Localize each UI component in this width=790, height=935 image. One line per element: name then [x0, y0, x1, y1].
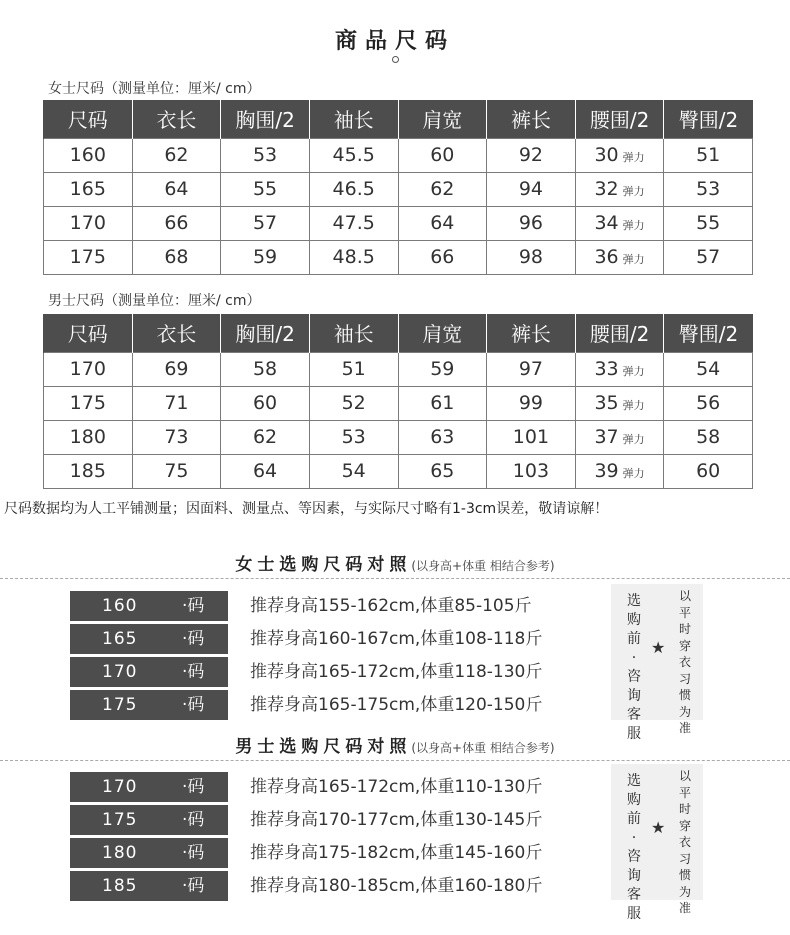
size-suffix: ·码 — [182, 629, 205, 649]
table-cell — [309, 420, 398, 454]
size-recommendation-row — [70, 838, 600, 868]
men-habit-note: 以平时穿衣习惯为准 — [678, 769, 691, 915]
men-table-caption: 男士尺码（测量单位：厘米/ cm） — [48, 293, 261, 309]
cell-value: 99 — [518, 392, 544, 414]
table-cell — [664, 206, 753, 240]
table-cell — [132, 420, 221, 454]
table-cell — [44, 386, 133, 420]
cell-value: 175 — [69, 246, 106, 268]
women-table-caption: 女士尺码（测量单位：厘米/ cm） — [48, 81, 261, 97]
table-cell — [132, 138, 221, 172]
cell-value: 53 — [341, 426, 366, 448]
column-header: 腰围/2 — [575, 314, 664, 352]
women-table-header-row — [44, 100, 753, 138]
table-cell — [221, 172, 310, 206]
table-cell — [575, 240, 664, 274]
cell-value: 175 — [69, 392, 106, 414]
table-cell — [221, 138, 310, 172]
cell-value: 60 — [252, 392, 278, 414]
table-cell — [309, 386, 398, 420]
table-cell — [487, 454, 576, 488]
cell-value: 63 — [430, 426, 455, 448]
cell-value: 92 — [518, 144, 544, 166]
women-guide-subtitle: (以身高+体重 相结合参考) — [411, 559, 555, 573]
cell-value: 30 — [594, 144, 619, 166]
size-recommendation-row — [70, 690, 600, 720]
table-cell — [44, 206, 133, 240]
column-header: 臀围/2 — [664, 100, 753, 138]
column-header: 肩宽 — [398, 314, 487, 352]
cell-value: 48.5 — [332, 246, 375, 268]
elastic-label: 弹力 — [622, 253, 645, 266]
column-header: 衣长 — [132, 100, 221, 138]
cell-value: 73 — [164, 426, 189, 448]
table-cell — [221, 206, 310, 240]
table-cell — [44, 240, 133, 274]
men-consult-box — [611, 764, 703, 922]
women-guide-divider — [0, 578, 790, 579]
table-row — [44, 138, 753, 172]
cell-value: 96 — [518, 212, 544, 234]
table-cell — [664, 138, 753, 172]
cell-value: 54 — [341, 460, 366, 482]
recommendation-text: 推荐身高175-182cm,体重145-160斤 — [250, 843, 543, 863]
cell-value: 60 — [696, 460, 721, 482]
table-row — [44, 386, 753, 420]
star-icon: ★ — [651, 818, 666, 837]
table-cell — [664, 454, 753, 488]
table-cell — [575, 454, 664, 488]
cell-value: 69 — [164, 358, 189, 380]
table-row — [44, 352, 753, 386]
table-cell — [132, 454, 221, 488]
size-label: 165 — [70, 624, 228, 654]
table-cell — [44, 138, 133, 172]
cell-value: 58 — [252, 358, 278, 380]
table-row — [44, 172, 753, 206]
women-guide-heading — [0, 550, 790, 575]
cell-value: 51 — [341, 358, 366, 380]
cell-value: 98 — [518, 246, 544, 268]
cell-value: 66 — [164, 212, 189, 234]
table-cell — [575, 138, 664, 172]
table-cell — [132, 172, 221, 206]
size-suffix: ·码 — [182, 777, 205, 797]
size-label: 185 — [70, 871, 228, 901]
women-habit-note: 以平时穿衣习惯为准 — [678, 589, 691, 735]
size-label: 170 — [70, 772, 228, 802]
table-cell — [487, 240, 576, 274]
elastic-label: 弹力 — [622, 365, 645, 378]
size-label: 170 — [70, 657, 228, 687]
column-header: 衣长 — [132, 314, 221, 352]
recommendation-text: 推荐身高165-172cm,体重110-130斤 — [250, 777, 543, 797]
cell-value: 66 — [430, 246, 455, 268]
size-recommendation-row — [70, 805, 600, 835]
cell-value: 53 — [696, 178, 721, 200]
size-label: 180 — [70, 838, 228, 868]
elastic-label: 弹力 — [622, 467, 645, 480]
column-header: 袖长 — [309, 314, 398, 352]
cell-value: 58 — [696, 426, 721, 448]
column-header: 臀围/2 — [664, 314, 753, 352]
recommendation-text: 推荐身高165-172cm,体重118-130斤 — [250, 662, 543, 682]
men-size-table — [43, 314, 753, 489]
women-guide-title: 女士选购尺码对照 — [235, 555, 412, 575]
cell-value: 62 — [252, 426, 278, 448]
table-cell — [398, 352, 487, 386]
size-suffix: ·码 — [182, 810, 205, 830]
table-cell — [487, 420, 576, 454]
table-cell — [398, 420, 487, 454]
column-header: 尺码 — [44, 314, 133, 352]
measurement-footnote: 尺码数据均为人工平铺测量；因面料、测量点、等因素，与实际尺寸略有1-3cm误差，敬请谅解！ — [4, 501, 609, 517]
cell-value: 61 — [430, 392, 455, 414]
table-cell — [487, 206, 576, 240]
cell-value: 64 — [252, 460, 278, 482]
table-cell — [487, 172, 576, 206]
recommendation-text: 推荐身高160-167cm,体重108-118斤 — [250, 629, 543, 649]
table-cell — [309, 138, 398, 172]
cell-value: 75 — [164, 460, 189, 482]
size-recommendation-row — [70, 772, 600, 802]
cell-value: 33 — [594, 358, 619, 380]
table-cell — [398, 172, 487, 206]
title-dot-decoration — [392, 56, 399, 63]
star-icon: ★ — [651, 638, 666, 657]
cell-value: 71 — [164, 392, 189, 414]
elastic-label: 弹力 — [622, 399, 645, 412]
size-recommendation-row — [70, 871, 600, 901]
table-cell — [132, 240, 221, 274]
size-label: 175 — [70, 805, 228, 835]
cell-value: 60 — [430, 144, 455, 166]
table-cell — [398, 206, 487, 240]
cell-value: 160 — [69, 144, 106, 166]
cell-value: 46.5 — [332, 178, 375, 200]
cell-value: 39 — [594, 460, 619, 482]
column-header: 尺码 — [44, 100, 133, 138]
cell-value: 57 — [696, 246, 721, 268]
size-suffix: ·码 — [182, 876, 205, 896]
cell-value: 68 — [164, 246, 189, 268]
cell-value: 103 — [512, 460, 550, 482]
men-consult-note: 选购前·咨询客服 — [627, 773, 641, 922]
cell-value: 62 — [164, 144, 189, 166]
table-cell — [398, 240, 487, 274]
recommendation-text: 推荐身高180-185cm,体重160-180斤 — [250, 876, 543, 896]
table-cell — [487, 138, 576, 172]
men-guide-heading — [0, 732, 790, 757]
cell-value: 65 — [430, 460, 455, 482]
table-cell — [221, 454, 310, 488]
cell-value: 59 — [430, 358, 455, 380]
women-size-table — [43, 100, 753, 275]
size-label: 175 — [70, 690, 228, 720]
cell-value: 170 — [69, 212, 106, 234]
table-cell — [664, 172, 753, 206]
men-guide-subtitle: (以身高+体重 相结合参考) — [411, 741, 555, 755]
size-suffix: ·码 — [182, 695, 205, 715]
cell-value: 59 — [252, 246, 278, 268]
table-cell — [132, 352, 221, 386]
size-recommendation-row — [70, 591, 600, 621]
table-row — [44, 206, 753, 240]
size-suffix: ·码 — [182, 843, 205, 863]
men-guide-divider — [0, 760, 790, 761]
recommendation-text: 推荐身高170-177cm,体重130-145斤 — [250, 810, 543, 830]
table-cell — [664, 240, 753, 274]
cell-value: 56 — [696, 392, 721, 414]
size-suffix: ·码 — [182, 596, 205, 616]
cell-value: 52 — [341, 392, 366, 414]
cell-value: 97 — [518, 358, 544, 380]
table-cell — [664, 420, 753, 454]
table-cell — [664, 386, 753, 420]
table-cell — [309, 454, 398, 488]
table-cell — [487, 352, 576, 386]
cell-value: 55 — [696, 212, 721, 234]
cell-value: 47.5 — [332, 212, 375, 234]
cell-value: 101 — [512, 426, 550, 448]
cell-value: 94 — [518, 178, 544, 200]
cell-value: 35 — [594, 392, 619, 414]
cell-value: 34 — [594, 212, 619, 234]
table-row — [44, 420, 753, 454]
table-cell — [44, 420, 133, 454]
column-header: 胸围/2 — [221, 314, 310, 352]
size-recommendation-row — [70, 657, 600, 687]
men-guide-title: 男士选购尺码对照 — [235, 737, 412, 757]
table-cell — [309, 172, 398, 206]
elastic-label: 弹力 — [622, 185, 645, 198]
table-cell — [575, 386, 664, 420]
column-header: 袖长 — [309, 100, 398, 138]
table-cell — [44, 172, 133, 206]
table-cell — [221, 240, 310, 274]
cell-value: 185 — [69, 460, 106, 482]
cell-value: 57 — [252, 212, 278, 234]
size-recommendation-row — [70, 624, 600, 654]
table-cell — [398, 454, 487, 488]
column-header: 腰围/2 — [575, 100, 664, 138]
cell-value: 55 — [252, 178, 278, 200]
elastic-label: 弹力 — [622, 433, 645, 446]
women-consult-box — [611, 584, 703, 742]
recommendation-text: 推荐身高155-162cm,体重85-105斤 — [250, 596, 532, 616]
cell-value: 37 — [594, 426, 619, 448]
elastic-label: 弹力 — [622, 151, 645, 164]
table-cell — [221, 386, 310, 420]
cell-value: 51 — [696, 144, 721, 166]
cell-value: 54 — [696, 358, 721, 380]
table-cell — [221, 352, 310, 386]
table-row — [44, 240, 753, 274]
cell-value: 165 — [69, 178, 106, 200]
men-table-header-row — [44, 314, 753, 352]
elastic-label: 弹力 — [622, 219, 645, 232]
table-cell — [487, 386, 576, 420]
page-title: 商品尺码 — [334, 29, 455, 54]
table-cell — [575, 420, 664, 454]
table-cell — [398, 386, 487, 420]
cell-value: 53 — [252, 144, 278, 166]
column-header: 裤长 — [487, 314, 576, 352]
table-cell — [575, 206, 664, 240]
table-cell — [664, 352, 753, 386]
cell-value: 36 — [594, 246, 619, 268]
cell-value: 64 — [164, 178, 189, 200]
table-cell — [575, 352, 664, 386]
size-suffix: ·码 — [182, 662, 205, 682]
recommendation-text: 推荐身高165-175cm,体重120-150斤 — [250, 695, 543, 715]
women-consult-note: 选购前·咨询客服 — [627, 593, 641, 742]
column-header: 裤长 — [487, 100, 576, 138]
cell-value: 62 — [430, 178, 455, 200]
table-cell — [132, 206, 221, 240]
table-cell — [221, 420, 310, 454]
cell-value: 32 — [594, 178, 619, 200]
cell-value: 170 — [69, 358, 106, 380]
table-cell — [309, 352, 398, 386]
table-cell — [575, 172, 664, 206]
table-row — [44, 454, 753, 488]
column-header: 胸围/2 — [221, 100, 310, 138]
column-header: 肩宽 — [398, 100, 487, 138]
table-cell — [309, 206, 398, 240]
cell-value: 45.5 — [332, 144, 375, 166]
cell-value: 64 — [430, 212, 455, 234]
table-cell — [44, 352, 133, 386]
size-label: 160 — [70, 591, 228, 621]
table-cell — [132, 386, 221, 420]
table-cell — [309, 240, 398, 274]
cell-value: 180 — [69, 426, 106, 448]
table-cell — [398, 138, 487, 172]
table-cell — [44, 454, 133, 488]
